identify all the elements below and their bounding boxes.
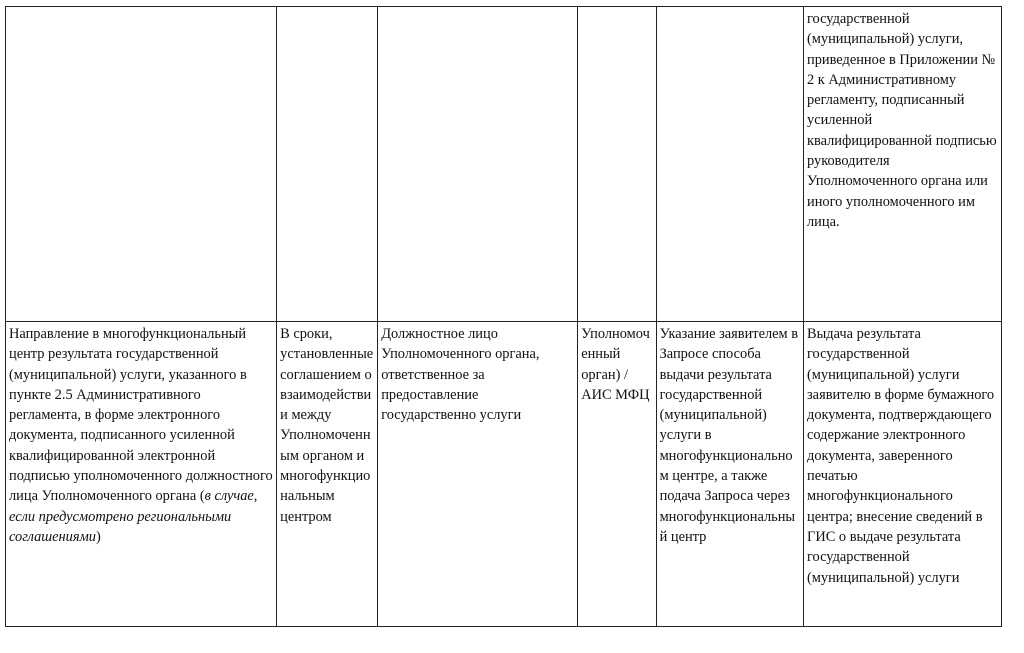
table-cell-empty (277, 7, 378, 322)
procedure-text-end: ) (95, 528, 101, 545)
table-cell-result: Выдача результата государственной (муниципальной) услуги заявителю в форме бумажного документа, подтверждающего содержание электронного документа, заверенного печатью многофункционального центра; внесение сведений в ГИС о выдаче результата государственной (муниципальной) услуги (804, 322, 1002, 627)
table-cell-empty (6, 7, 277, 322)
table-cell-responsible: Должностное лицо Уполномоченного органа, ответственное за предоставление государственно услуги (378, 322, 578, 627)
table-cell-empty (378, 7, 578, 322)
table-row (6, 322, 1002, 627)
procedure-note-italic: в случае, если предусмотрено региональными соглашениями (9, 488, 258, 545)
table-cell-deadline: В сроки, установленные соглашением о взаимодействии между Уполномоченным органом и многофункциональным центром (277, 322, 378, 627)
table-row (6, 7, 1002, 322)
table-cell-empty (578, 7, 656, 322)
table-cell-empty (656, 7, 803, 322)
table-cell-system: Уполномоченный орган) / АИС МФЦ (578, 322, 656, 627)
table-cell-procedure (6, 322, 277, 627)
procedure-text: Направление в многофункциональный центр результата государственной (муниципальной) услуги, указанного в пункте 2.5 Административного регламента, в форме электронного документа, подписанного усиленной квалифицированной электронной подписью уполномоченного должностного лица Уполномоченного органа ( (9, 326, 273, 505)
table-cell-criteria: Указание заявителем в Запросе способа выдачи результата государственной (муниципальной) услуги в многофункциональном центре, а также подача Запроса через многофункциональный центр (656, 322, 803, 627)
procedure-table (5, 6, 1002, 627)
table-cell-result-text: государственной (муниципальной) услуги, приведенное в Приложении № 2 к Административному регламенту, подписанный усиленной квалифицированной подписью руководителя Уполномоченного органа или иного уполномоченного им лица. (804, 7, 1002, 322)
